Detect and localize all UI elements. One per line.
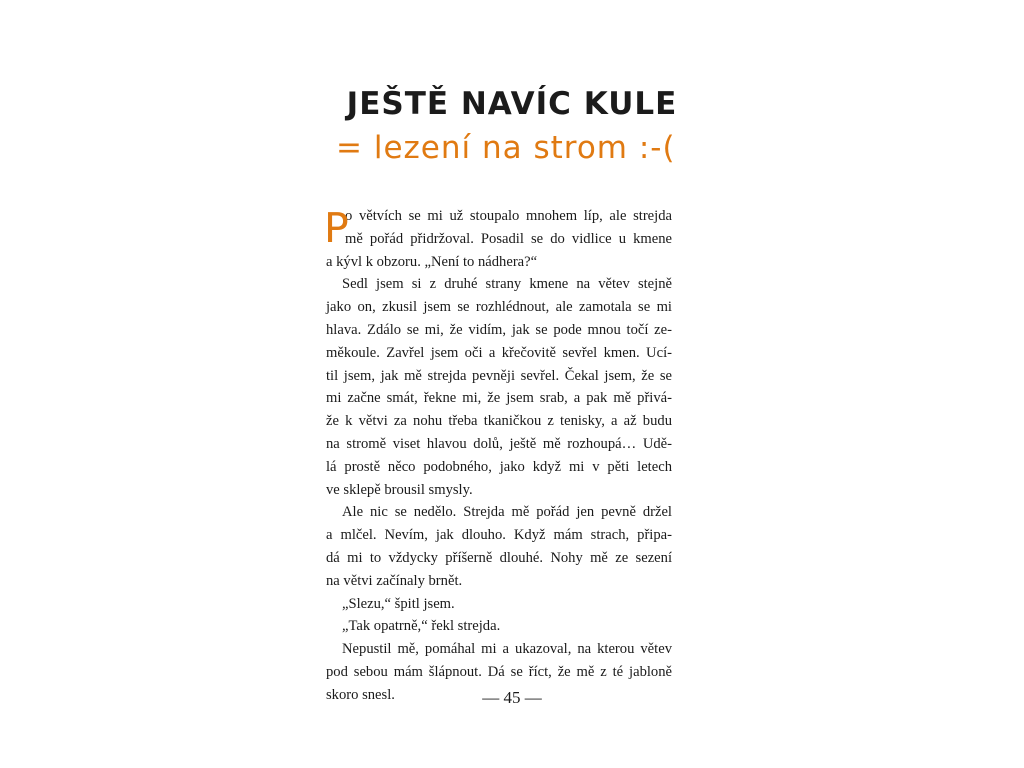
text-line: dá mi to vždycky příšerně dlouhé. Nohy mě ze sezení <box>326 549 672 566</box>
text-line: a mlčel. Nevím, jak dlouho. Když mám strach, připa- <box>326 527 672 544</box>
text-line: o větvích se mi už stoupalo mnohem líp, ale strejda <box>345 208 672 224</box>
text-line: mě pořád přidržoval. Posadil se do vidlice u kmene <box>345 230 672 247</box>
text-line: pod sebou mám šlápnout. Dá se říct, že mě z té jabloně <box>326 663 672 680</box>
text-line: ve sklepě brousil smysly. <box>326 481 473 498</box>
text-line: na větvi začínaly brnět. <box>326 572 463 589</box>
text-line: že k větvi za nohu třeba tkaničkou z tenisky, a až budu <box>326 413 672 430</box>
text-line: a kývl k obzoru. „Není to nádhera?“ <box>326 253 538 270</box>
text-line: na stromě viset hlavou dolů, ještě mě rozhoupá… Udě- <box>326 435 672 452</box>
chapter-title: JEŠTĚ NAVÍC KULE <box>346 86 678 122</box>
drop-cap: P <box>324 204 349 252</box>
text-line: jako on, zkusil jsem se rozhlédnout, ale zamotala se mi <box>326 299 672 316</box>
text-line: til jsem, jak mě strejda pevněji sevřel. Čekal jsem, že se <box>326 367 672 384</box>
text-line: mi začne smát, řekne mi, že jsem srab, a pak mě přivá- <box>326 390 672 407</box>
body-text <box>326 205 672 707</box>
page-number: — 45 — <box>482 688 542 707</box>
text-line: Nepustil mě, pomáhal mi a ukazoval, na kterou větev <box>342 641 672 658</box>
text-line: hlava. Zdálo se mi, že vidím, jak se pode mnou točí ze- <box>326 321 672 338</box>
text-line: „Tak opatrně,“ řekl strejda. <box>342 618 501 635</box>
text-line: lá prostě něco podobného, jako když mi v pěti letech <box>326 458 672 475</box>
text-line: skoro snesl. <box>326 686 395 703</box>
text-line: „Slezu,“ špitl jsem. <box>342 595 455 612</box>
text-line: měkoule. Zavřel jsem oči a křečovitě sevřel kmen. Ucí- <box>326 344 672 361</box>
text-line: Ale nic se nedělo. Strejda mě pořád jen pevně držel <box>342 504 672 521</box>
text-line: Sedl jsem si z druhé strany kmene na větev stejně <box>342 276 672 293</box>
chapter-subtitle: = lezení na strom :-( <box>336 130 676 166</box>
